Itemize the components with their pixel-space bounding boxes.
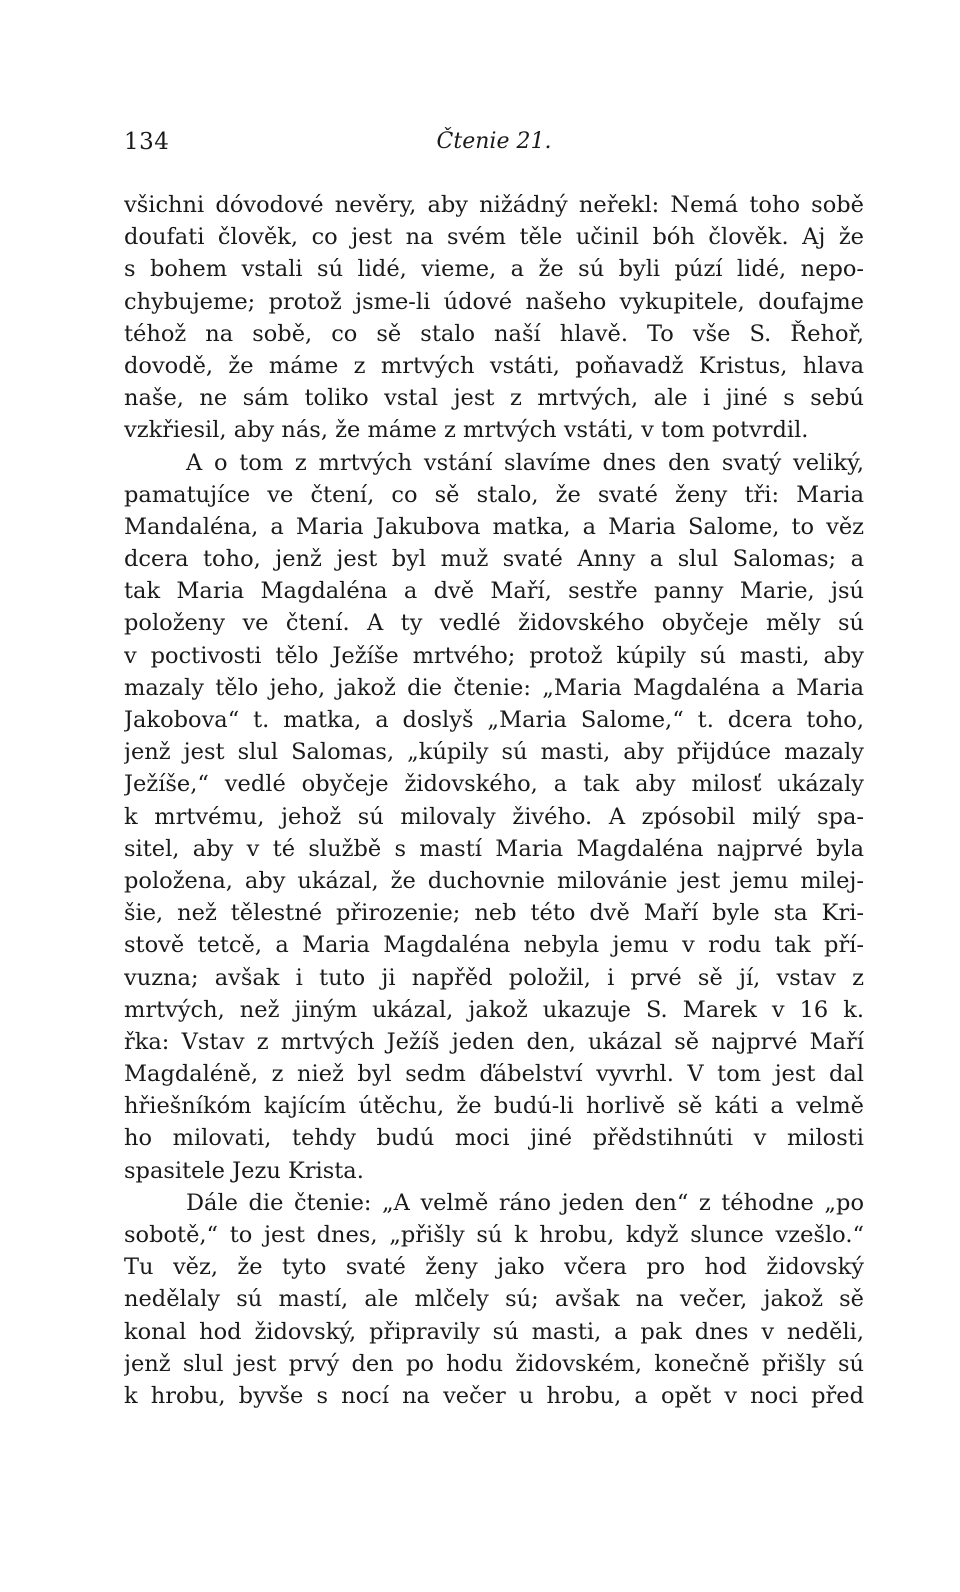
text-line: dovodě, že máme z mrtvých vstáti, poňavadž Kristus, hlava xyxy=(124,352,864,379)
text-line: mrtvých, než jiným ukázal, jakož ukazuje S. Marek v 16 k. xyxy=(124,996,864,1023)
page-number: 134 xyxy=(124,129,170,155)
text-line: k mrtvému, jehož sú milovaly živého. A zpósobil milý spa- xyxy=(124,803,864,830)
text-line: pamatujíce ve čtení, co sě stalo, že svaté ženy tři: Maria xyxy=(124,481,864,508)
text-line: doufati člověk, co jest na svém těle učinil bóh člověk. Aj že xyxy=(124,224,864,251)
text-line: chybujeme; protož jsme-li údové našeho vykupitele, doufajme xyxy=(124,288,864,315)
text-line: položena, aby ukázal, že duchovnie milovánie jest jemu milej- xyxy=(124,867,864,894)
text-line: Tu věz, že tyto svaté ženy jako včera pro hod židovský xyxy=(124,1254,864,1281)
text-line: mazaly tělo jeho, jakož die čtenie: „Maria Magdaléna a Maria xyxy=(124,674,864,701)
text-line: s bohem vstali sú lidé, vieme, a že sú byli púzí lidé, nepo- xyxy=(124,256,864,283)
text-line: nedělaly sú mastí, ale mlčely sú; avšak na večer, jakož sě xyxy=(124,1286,864,1313)
text-line: téhož na sobě, co sě stalo naší hlavě. To vše S. Řehoř, xyxy=(124,320,864,347)
text-line: stově tetcě, a Maria Magdaléna nebyla jemu v rodu tak pří- xyxy=(124,932,864,959)
text-line: spasitele Jezu Krista. xyxy=(124,1157,364,1184)
text-line: A o tom z mrtvých vstání slavíme dnes den svatý veliký, xyxy=(186,449,864,476)
text-line: Mandaléna, a Maria Jakubova matka, a Maria Salome, to věz xyxy=(124,513,864,540)
text-line: Dále die čtenie: „A velmě ráno jeden den“ z téhodne „po xyxy=(186,1189,864,1216)
page-header xyxy=(124,124,864,160)
text-line: ho milovati, tehdy budú moci jiné přědstihnúti v milosti xyxy=(124,1125,864,1152)
text-line: šie, než tělestné přirozenie; neb této dvě Maří byle sta Kri- xyxy=(124,900,864,927)
text-line: sobotě,“ to jest dnes, „přišly sú k hrobu, když slunce vzešlo.“ xyxy=(124,1222,864,1248)
text-line: hřiešníkóm kajícím útěchu, že budú-li horlivě sě káti a velmě xyxy=(124,1093,864,1120)
text-line: konal hod židovský, připravily sú masti, a pak dnes v neděli, xyxy=(124,1318,864,1345)
text-line: vzkřiesil, aby nás, že máme z mrtvých vstáti, v tom potvrdil. xyxy=(124,417,809,444)
text-line: řka: Vstav z mrtvých Ježíš jeden den, ukázal sě najprvé Maří xyxy=(124,1028,864,1055)
text-line: Magdaléně, z niež byl sedm ďábelství vyvrhl. V tom jest dal xyxy=(124,1061,864,1088)
text-line: vuzna; avšak i tuto ji napřěd položil, i prvé sě jí, vstav z xyxy=(124,964,864,991)
running-head: Čtenie 21. xyxy=(436,129,552,154)
text-line: jenž slul jest prvý den po hodu židovském, konečně přišly sú xyxy=(124,1350,864,1377)
text-line: položeny ve čtení. A ty vedlé židovského obyčeje měly sú xyxy=(124,610,864,637)
text-line: dcera toho, jenž jest byl muž svaté Anny a slul Salomas; a xyxy=(124,546,864,573)
text-line: všichni dóvodové nevěry, aby nižádný neřekl: Nemá toho sobě xyxy=(124,192,864,218)
text-line: k hrobu, byvše s nocí na večer u hrobu, a opět v noci před xyxy=(124,1382,864,1409)
text-line: Jakobova“ t. matka, a doslyš „Maria Salome,“ t. dcera toho, xyxy=(124,707,864,733)
text-line: jenž jest slul Salomas, „kúpily sú masti, aby přijdúce mazaly xyxy=(124,739,864,766)
body-text xyxy=(124,189,864,1412)
text-line: tak Maria Magdaléna a dvě Maří, sestře panny Marie, jsú xyxy=(124,578,864,605)
text-line: naše, ne sám toliko vstal jest z mrtvých, ale i jiné s sebú xyxy=(124,385,864,412)
text-line: v poctivosti tělo Ježíše mrtvého; protož kúpily sú masti, aby xyxy=(124,642,864,669)
text-line: Ježíše,“ vedlé obyčeje židovského, a tak aby milosť ukázaly xyxy=(124,771,864,798)
text-line: sitel, aby v té službě s mastí Maria Magdaléna najprvé byla xyxy=(124,835,864,862)
